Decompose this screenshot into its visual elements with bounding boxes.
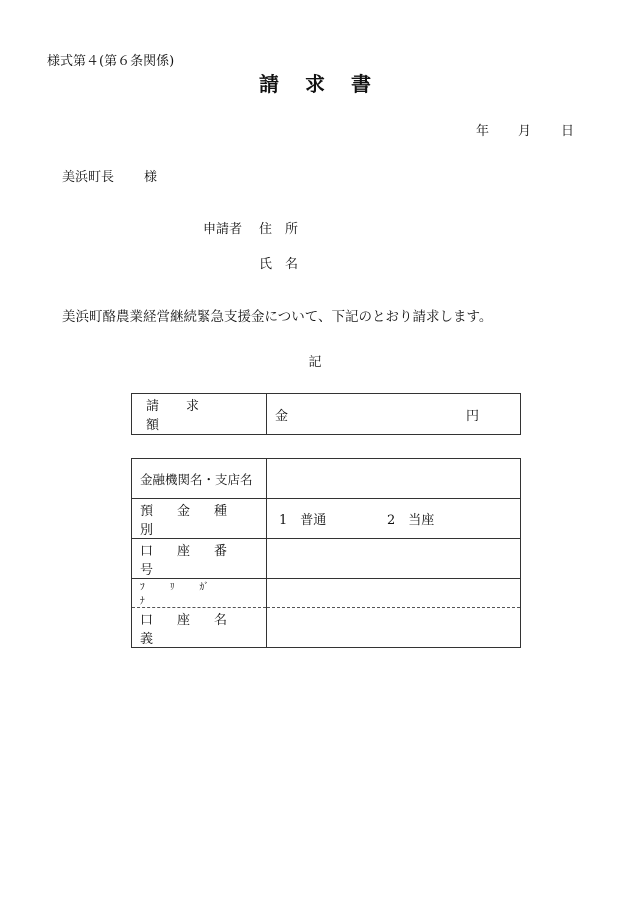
addressee bbox=[62, 166, 157, 185]
date-month-label: 月 bbox=[518, 124, 532, 139]
deposit-type-label-cell bbox=[132, 499, 267, 539]
amount-label-text: 請求額 bbox=[146, 399, 227, 433]
bank-name-label-cell bbox=[132, 459, 267, 499]
addressee-name: 美浜町長 bbox=[62, 170, 115, 185]
amount-unit: 円 bbox=[465, 408, 479, 424]
deposit-type-label: 預金種別 bbox=[140, 503, 252, 538]
bank-name-label: 金融機関名・支店名 bbox=[140, 471, 253, 487]
amount-table bbox=[131, 393, 521, 435]
applicant-name-label: 氏 名 bbox=[259, 257, 299, 272]
bank-name-value-cell[interactable] bbox=[267, 459, 521, 499]
amount-label-cell bbox=[132, 394, 267, 435]
date-year-label: 年 bbox=[476, 124, 490, 139]
applicant-address-label: 住 所 bbox=[259, 222, 299, 237]
account-name-value-cell[interactable] bbox=[267, 608, 521, 648]
account-name-label-cell bbox=[132, 608, 267, 648]
deposit-option-current[interactable]: 2 当座 bbox=[387, 513, 435, 528]
amount-value-cell[interactable] bbox=[267, 394, 521, 435]
furigana-label: ﾌﾘｶﾞﾅ bbox=[140, 582, 235, 607]
bank-table bbox=[131, 458, 521, 648]
form-number: 様式第４(第６条関係) bbox=[47, 54, 175, 69]
account-name-label: 口座名義 bbox=[140, 612, 252, 647]
document-title: 請求書 bbox=[259, 72, 397, 96]
deposit-type-value-cell[interactable] bbox=[267, 499, 521, 539]
account-number-label: 口座番号 bbox=[140, 543, 252, 578]
deposit-option-ordinary[interactable]: 1 普通 bbox=[279, 513, 327, 528]
furigana-value-cell[interactable] bbox=[267, 579, 521, 608]
ki-heading: 記 bbox=[308, 355, 322, 370]
furigana-label-cell bbox=[132, 579, 267, 608]
account-number-label-cell bbox=[132, 539, 267, 579]
request-statement: 美浜町酪農業経営継続緊急支援金について、下記のとおり請求します。 bbox=[62, 309, 493, 325]
account-number-value-cell[interactable] bbox=[267, 539, 521, 579]
amount-prefix: 金 bbox=[275, 408, 289, 424]
applicant-label: 申請者 bbox=[203, 222, 243, 237]
addressee-honorific: 様 bbox=[144, 170, 158, 185]
date-day-label: 日 bbox=[561, 124, 575, 139]
amount-label bbox=[140, 395, 258, 433]
